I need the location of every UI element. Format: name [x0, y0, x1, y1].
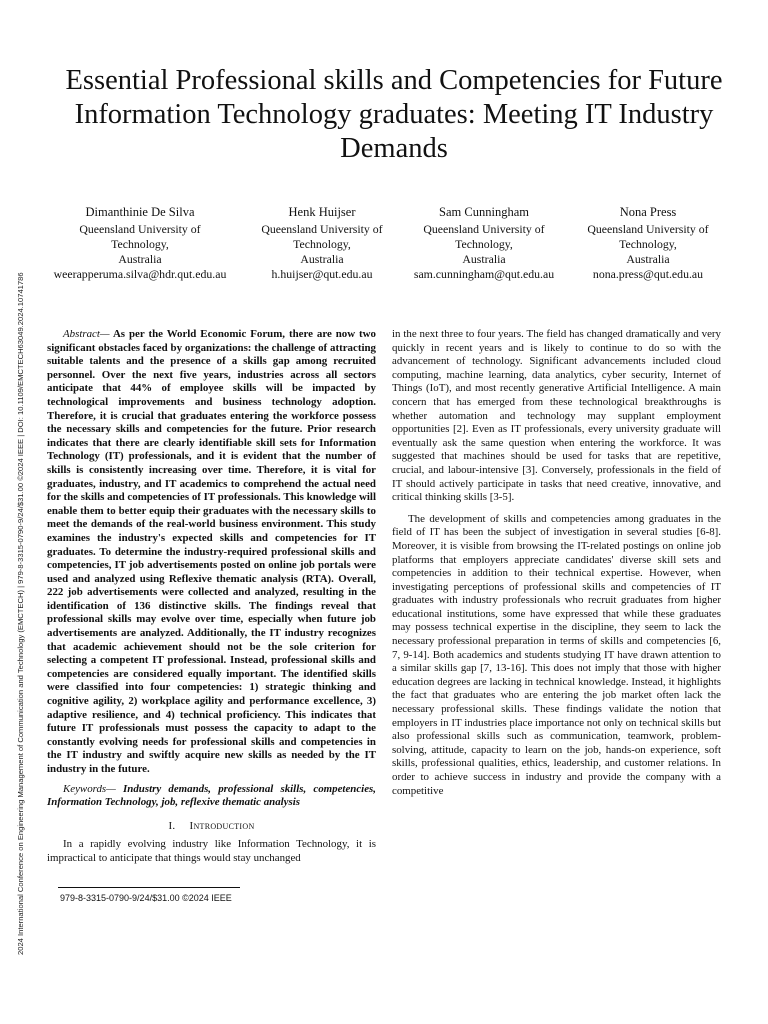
author-country: Australia [462, 252, 506, 266]
author-name: Dimanthinie De Silva [85, 205, 195, 219]
author-4 [548, 203, 748, 282]
author-1 [40, 203, 240, 282]
author-email: nona.press@qut.edu.au [592, 267, 704, 281]
section-number: I. [168, 819, 176, 832]
paper-title: Essential Professional skills and Competencies for Future Information Technology graduates: Meeting IT Industry Demands [65, 65, 723, 164]
author-country: Australia [300, 252, 344, 266]
author-affiliation: Queensland University of [587, 222, 709, 236]
abstract-text: As per the World Economic Forum, there are now two significant obstacles faced by organizations: the challenge of attracting suitable talents and the presence of a skills gap among recruited personnel. Over the next five years, industries across all sectors anticipate that 44% of employee skills will be impacted by technological improvements and business technology adoption. Therefore, it is crucial that graduates entering the workforce possess the necessary skills and competencies for the future. Prior research indicates that there are clearly identifiable skill sets for Information Technology (IT) professionals, and it is evident that the number of skills is consistently increasing over time. Therefore, it is vital for graduates, industry, and IT academics to comprehend the actual need for the skills and competencies of IT professionals. This knowledge will enable them to better equip their graduates with the necessary skills to meet the demands of the real-world business environment. This study examines the industry's expected skills and competencies for IT graduates. To determine the industry-required professional skills and competencies, IT job advertisements posted on online job portals were used and analyzed using Reflexive thematic analysis (RTA). Overall, 222 job advertisements were collected and analyzed, resulting in the identification of 136 distinctive skills. The findings reveal that professional skills may evolve over time, especially when future job advertisements are analyzed. Additionally, the IT industry recognizes that academic achievement should not be the sole criterion for selecting a competent IT professional. Instead, professional skills and competencies are considered equally important. The identified skills were classified into four competencies: 1) strategic thinking and cognitive agility, 2) workplace agility and performance excellence, 3) adaptive resilience, and 4) technical proficiency. This indicates that future IT professionals must possess the capacity to adapt to the constantly evolving needs for professional skills and competencies in the IT industry and swiftly acquire new skills as needed by the IT industry in the future. [47, 328, 376, 775]
doi-sidebar-text: 2024 International Conference on Engineering Management of Communication and Technology (EMCTECH) | 979-8-3315-0790-9/24/$31.00 ©2024 IEEE | DOI: 10.1109/EMCTECH63049.2024.10741786 [16, 272, 25, 955]
author-affiliation: Technology, [619, 237, 677, 251]
author-affiliation: Technology, [293, 237, 351, 251]
intro-paragraph-2: The development of skills and competencies among graduates in the field of IT has been the subject of investigation in several studies [6-8]. Moreover, it is visible from browsing the IT-related postings on online job platforms that employers appreciate candidates' diverse skill sets and competencies in addition to their technical expertise. However, when investigating perceptions of professional skills and competencies of IT graduates with industry professionals who recruit graduates from higher educational institutions, some have expressed that while these graduates may possess technical expertise in the discipline, they seem to lack the necessary professional preparation in terms of skills and competencies [6, 7, 9-14]. Both academics and students studying IT have drawn attention to a similar skills gap [7, 13-16]. This does not imply that those with higher education degrees are lacking in technical knowledge. Instead, it highlights the fact that graduates who are entering the job market often lack the necessary professional skills. These findings validate the notion that employers in IT industries place importance not only on technical skills but also professional skills such as communication, teamwork, problem-solving, attitude, capacity to learn on the job, hands-on experience, soft skills, professional qualities, ethics, leadership, and customer relations. In order to achieve success in industry and provide the company with a competitive [392, 512, 721, 797]
author-name: Nona Press [619, 205, 677, 219]
author-block [40, 203, 748, 283]
section-title: Introduction [189, 819, 255, 832]
author-email: weerapperuma.silva@hdr.qut.edu.au [53, 267, 227, 281]
left-column [47, 328, 376, 866]
doi-sidebar [14, 155, 28, 955]
author-affiliation: Queensland University of [261, 222, 383, 236]
abstract-lead: Abstract— [63, 328, 110, 340]
section-heading [47, 820, 376, 834]
author-country: Australia [118, 252, 162, 266]
footnote-rule [58, 887, 240, 888]
author-affiliation: Queensland University of [79, 222, 201, 236]
right-column [392, 328, 721, 798]
author-email: sam.cunningham@qut.edu.au [413, 267, 555, 281]
author-affiliation: Technology, [455, 237, 513, 251]
author-name: Henk Huijser [288, 205, 356, 219]
keywords [47, 783, 376, 810]
author-name: Sam Cunningham [439, 205, 529, 219]
keywords-text: Industry demands, professional skills, competencies, Information Technology, job, reflexive thematic analysis [47, 782, 376, 809]
abstract [47, 328, 376, 777]
keywords-lead: Keywords— [63, 782, 116, 795]
intro-paragraph-1-cont: in the next three to four years. The field has changed dramatically and very quickly in recent years and is likely to continue to do so with the advancement of technology. Significant advancements included cloud computing, machine learning, data analytics, cyber security, Internet of Things (IoT), and most recently generative Artificial Intelligence. A main concern that has emerged from these technological breakthroughs is whether automation and technology may supplant employment opportunities [2]. Even as IT professionals, every university graduate will eventually ask the same question when entering the workforce. It was suggested that machines should be used for tasks that are repetitive, crucial, and labour-intensive [3]. Conversely, professionals in the field of IT should actively participate in tasks that need creative, innovative, and critical thinking skills [3-5]. [392, 328, 721, 504]
author-affiliation: Technology, [111, 237, 169, 251]
author-affiliation: Queensland University of [423, 222, 545, 236]
intro-paragraph-1-start: In a rapidly evolving industry like Information Technology, it is impractical to anticipate that things would stay unchanged [47, 838, 376, 864]
author-email: h.huijser@qut.edu.au [271, 267, 373, 281]
author-country: Australia [626, 252, 670, 266]
copyright-footnote: 979-8-3315-0790-9/24/$31.00 ©2024 IEEE [60, 893, 232, 903]
